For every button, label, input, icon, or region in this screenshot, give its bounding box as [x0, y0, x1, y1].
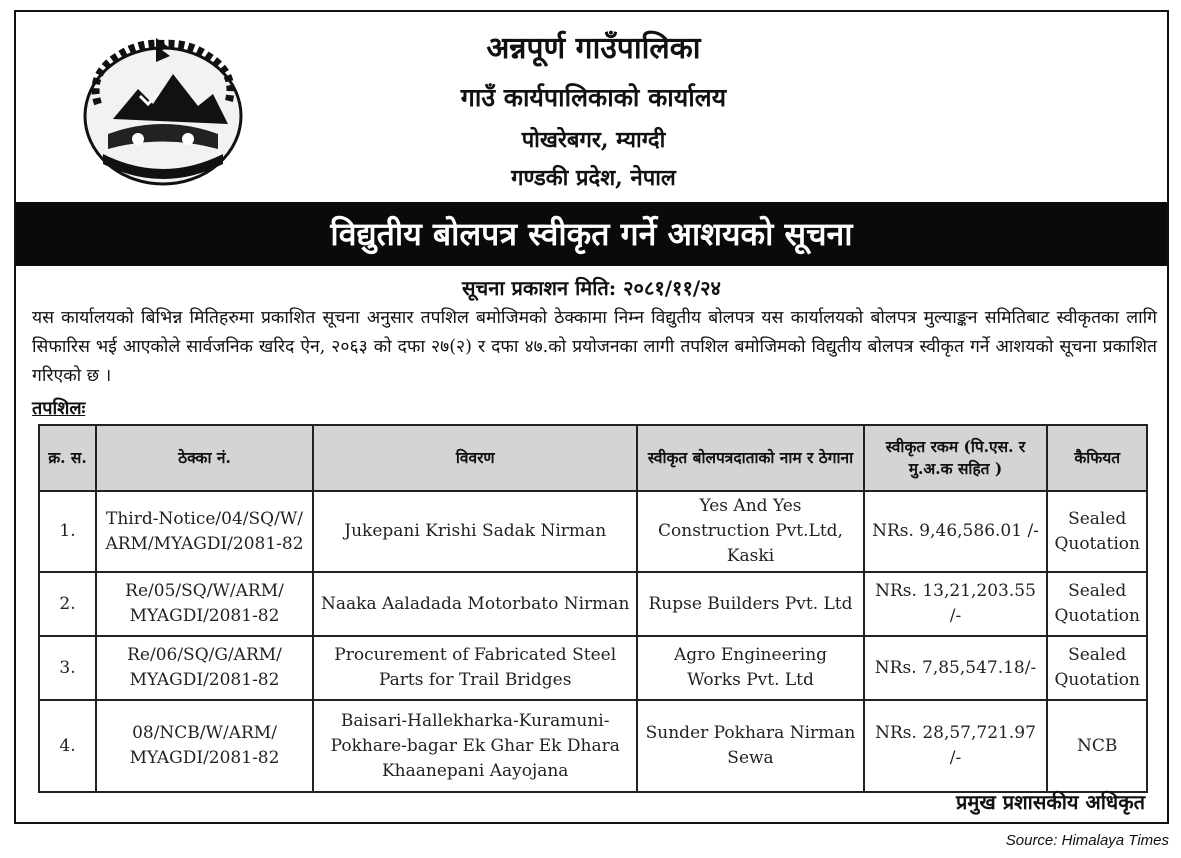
province-country: गण्डकी प्रदेश, नेपाल — [511, 165, 676, 191]
table-row — [39, 491, 1147, 572]
notice-body: यस कार्यालयको बिभिन्न मितिहरुमा प्रकाशित सूचना अनुसार तपशिल बमोजिमको ठेक्कामा निम्न विद्युतीय बोलपत्र यस कार्यालयको बोलपत्र मुल्याङ्कन समितिबाट स्वीकृतका लागि सिफारिस भई आएकोले सार्वजनिक खरिद ऐन, २०६३ को दफा २७(२) र दफा ४७.को प्रयोजनका लागी तपशिल बमोजिमको विद्युतीय बोलपत्र स्वीकृत गर्ने आशयको सूचना प्रकाशित गरिएको छ । — [32, 308, 1157, 386]
source-credit: Source: Himalaya Times — [1005, 832, 1169, 849]
cell-bidder: Rupse Builders Pvt. Ltd — [637, 572, 863, 636]
col-remarks: कैफियत — [1047, 425, 1147, 491]
cell-description: Baisari-Hallekharka-Kuramuni-Pokhare-bagar Ek Ghar Ek Dhara Khaanepani Aayojana — [313, 700, 637, 792]
cell-description: Jukepani Krishi Sadak Nirman — [313, 491, 637, 572]
cell-contract-no: Re/06/SQ/G/ARM/ MYAGDI/2081-82 — [96, 636, 313, 700]
cell-bidder: Sunder Pokhara Nirman Sewa — [637, 700, 863, 792]
schedule-label: तपशिलः — [32, 398, 86, 419]
cell-remarks: Sealed Quotation — [1047, 572, 1147, 636]
cell-amount: NRs. 13,21,203.55 /- — [864, 572, 1048, 636]
col-serial: क्र. स. — [39, 425, 96, 491]
cell-contract-no: Third-Notice/04/SQ/W/ ARM/MYAGDI/2081-82 — [96, 491, 313, 572]
office-address: पोखरेबगर, म्याग्दी — [521, 127, 666, 153]
table-row — [39, 572, 1147, 636]
notice-title: विद्युतीय बोलपत्र स्वीकृत गर्ने आशयको सूचना — [16, 202, 1167, 266]
col-contract-no: ठेक्का नं. — [96, 425, 313, 491]
cell-bidder: Yes And Yes Construction Pvt.Ltd, Kaski — [637, 491, 863, 572]
publish-date: सूचना प्रकाशन मिति: २०८१/११/२४ — [462, 276, 721, 300]
cell-amount: NRs. 28,57,721.97 /- — [864, 700, 1048, 792]
table-header-row — [39, 425, 1147, 491]
cell-description: Procurement of Fabricated Steel Parts for Trail Bridges — [313, 636, 637, 700]
cell-remarks: Sealed Quotation — [1047, 491, 1147, 572]
cell-serial: 3. — [39, 636, 96, 700]
cell-contract-no: Re/05/SQ/W/ARM/ MYAGDI/2081-82 — [96, 572, 313, 636]
table-row — [39, 700, 1147, 792]
cell-remarks: NCB — [1047, 700, 1147, 792]
cell-amount: NRs. 9,46,586.01 /- — [864, 491, 1048, 572]
cell-bidder: Agro Engineering Works Pvt. Ltd — [637, 636, 863, 700]
cell-serial: 4. — [39, 700, 96, 792]
col-amount: स्वीकृत रकम (पि.एस. र मु.अ.क सहित ) — [864, 425, 1048, 491]
awards-table — [38, 424, 1148, 793]
notice-frame — [14, 10, 1169, 824]
office-name: गाउँ कार्यपालिकाको कार्यालय — [460, 83, 727, 112]
cell-serial: 1. — [39, 491, 96, 572]
table-row — [39, 636, 1147, 700]
cell-remarks: Sealed Quotation — [1047, 636, 1147, 700]
cell-description: Naaka Aaladada Motorbato Nirman — [313, 572, 637, 636]
org-name: अन्नपूर्ण गाउँपालिका — [486, 31, 701, 66]
signatory-title: प्रमुख प्रशासकीय अधिकृत — [956, 790, 1145, 814]
cell-amount: NRs. 7,85,547.18/- — [864, 636, 1048, 700]
col-description: विवरण — [313, 425, 637, 491]
cell-contract-no: 08/NCB/W/ARM/ MYAGDI/2081-82 — [96, 700, 313, 792]
cell-serial: 2. — [39, 572, 96, 636]
col-bidder: स्वीकृत बोलपत्रदाताको नाम र ठेगाना — [637, 425, 863, 491]
